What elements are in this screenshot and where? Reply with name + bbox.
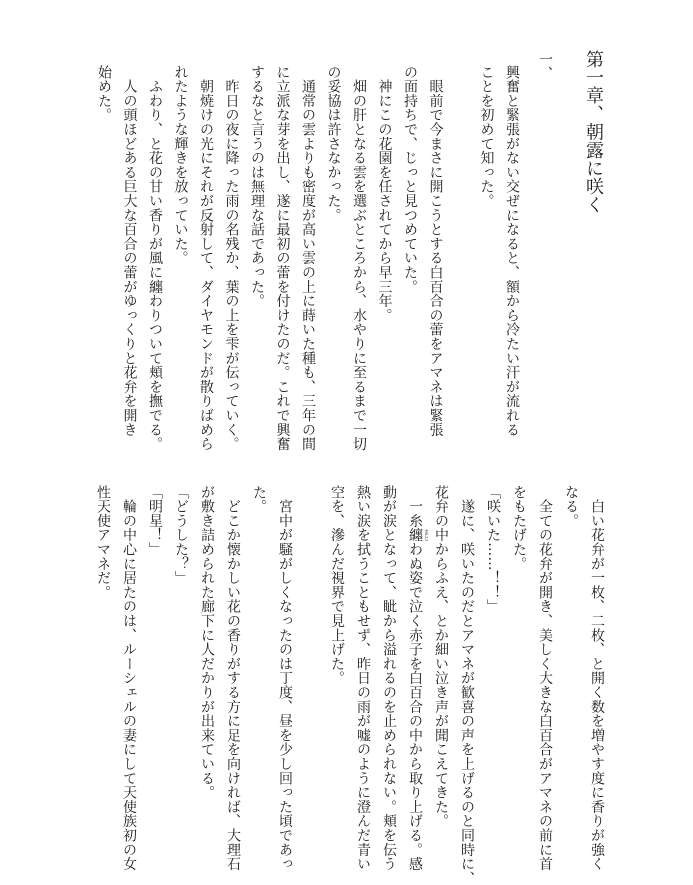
text-column: 昨日の夜に降った雨の名残か、葉の上を雫が伝っていく。: [223, 65, 240, 452]
text-column: 空を、滲んだ視界で見上げた。: [329, 485, 345, 686]
text-column: なる。: [563, 485, 579, 528]
text-column: 遂に、咲いたのだとアマネが歓喜の声を上げるのと同時に、: [459, 485, 475, 885]
text-column: するなと言うのは無理な話であった。: [249, 65, 265, 309]
text-column: 一糸纏わぬ姿で泣く赤子を白百合の中から取り上げる。感: [407, 485, 423, 872]
text-column: 神にこの花園を任されてから早三年。: [376, 65, 393, 323]
text-column: 「どうした？」: [173, 485, 189, 586]
text-column: 興奮と緊張がない交ぜになると、額から冷たい汗が流れる: [504, 65, 520, 437]
text-column: た。: [251, 485, 267, 514]
text-column: 始めた。: [96, 65, 112, 123]
text-column: 動が涙となって、眦から溢れるのを止められない。頬を伝う: [381, 485, 397, 872]
ruby-annotation: まと: [422, 528, 429, 541]
text-column: 性天使アマネだ。: [95, 485, 111, 600]
text-column: ことを初めて知った。: [478, 65, 495, 208]
text-column: どこか懐かしい花の香りがする方に足を向ければ、大理石: [225, 485, 241, 872]
text-column: 白い花弁が一枚、二枚、と開く数を増やす度に香りが強く: [589, 485, 605, 872]
text-column: が敷き詰められた廊下に人だかりが出来ている。: [199, 485, 215, 800]
text-column: の妥協は許さなかった。: [325, 65, 342, 223]
text-column: 熱い涙を拭うこともせず、昨日の雨が嘘のように澄んだ青い: [355, 485, 371, 872]
text-column: の面持ちで、じっと見つめていた。: [402, 65, 418, 294]
text-column: ふわり、と花の甘い香りが風に纏わりついて頬を撫でる。: [147, 65, 163, 452]
text-column: 眼前で今まさに開こうとする白百合の蕾をアマネは緊張: [427, 65, 444, 437]
chapter-title: 第一章、朝露に咲く: [583, 50, 604, 214]
text-column: 畑の肝となる雲を選ぶところから、水やりに至るまで一切: [351, 65, 367, 452]
text-column: 通常の雲よりも密度が高い雲の上に蒔いた種も、三年の間: [300, 65, 316, 452]
text-column: 輪の中心に居たのは、ルーシェルの妻にして天使族初の女: [121, 485, 137, 872]
text-column: 「咲いた……！！」: [485, 485, 501, 614]
text-column: 「明星！」: [147, 485, 163, 557]
text-column: 朝焼けの光にそれが反射して、ダイヤモンドが散りばめら: [198, 65, 214, 452]
text-column: をもたげた。: [511, 485, 527, 571]
text-column: 宮中が騒がしくなったのは丁度、昼を少し回った頃であっ: [277, 485, 293, 872]
text-column: 人の頭ほどある巨大な百合の蕾がゆっくりと花弁を開き: [121, 65, 138, 437]
text-column: 全ての花弁が開き、美しく大きな白百合がアマネの前に首: [537, 485, 553, 872]
section-number: 一、: [537, 52, 553, 80]
text-column: に立派な芽を出し、遂に最初の蕾を付けたのだ。これで興奮: [274, 65, 291, 452]
text-column: れたような輝きを放っていた。: [172, 65, 189, 266]
text-column: 花弁の中からふえ、とか細い泣き声が聞こえてきた。: [433, 485, 449, 829]
